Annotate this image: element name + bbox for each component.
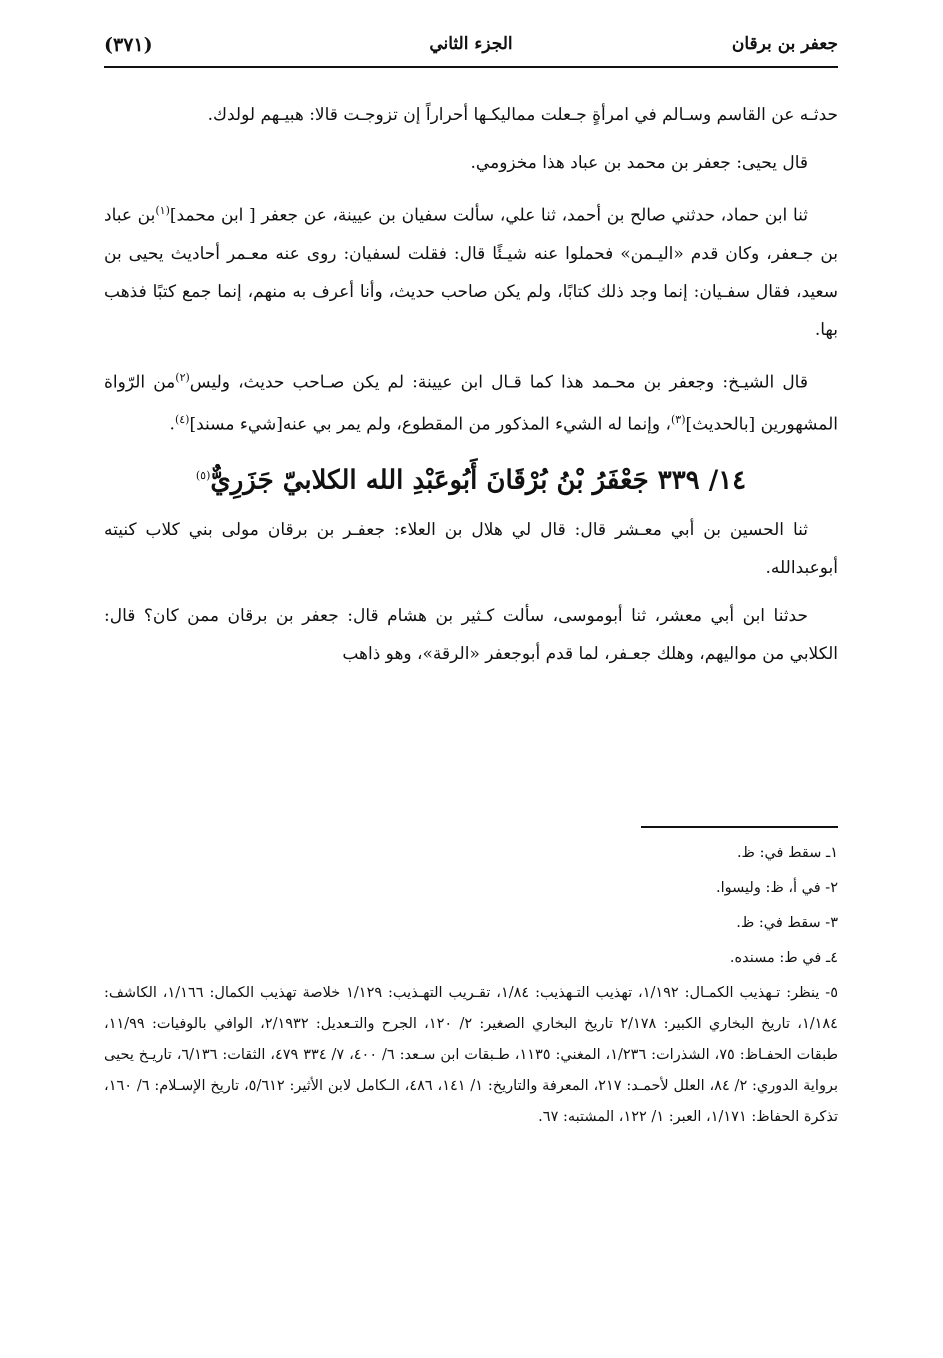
paragraph-3-text-a: ثنا ابن حماد، حدثني صالح بن أحمد، ثنا علي، سألت سفيان بن عيينة، عن جعفر [ ابن محمد] <box>169 205 808 226</box>
paragraph-4-text-c: ، وإنما له الشيء المذكور من المقطوع، ولم يمر بي عنه[شيء مسند] <box>189 414 671 435</box>
entry-title: ١٤/ ٣٣٩ جَعْفَرُ بْنُ بُرْقَانَ أَبُوعَبْدِ الله الكلابيّ جَزَرِيٌّ <box>210 465 747 496</box>
entry-heading <box>104 454 838 503</box>
paragraph-2: قال يحيى: جعفر بن محمد بن عباد هذا مخزومي. <box>470 153 808 173</box>
footnote-ref-2: (٢) <box>175 370 190 384</box>
page-header <box>104 26 838 68</box>
paragraph-4-text-b: من الرّواة المشهورين [بالحديث] <box>104 372 838 435</box>
paragraph-4-text-a: قال الشيـخ: وجعفر بن محـمد هذا كما قـال ابن عيينة: لم يكن صـاحب حديث، وليس <box>189 372 808 393</box>
volume-label: الجزء الثاني <box>429 34 513 54</box>
footnote-3: ٣- سقط في: ظ. <box>736 915 838 931</box>
footnote-separator <box>641 826 838 828</box>
footnote-2: ٢- في أ، ظ: وليسوا. <box>715 880 838 896</box>
footnote-1: ١ـ سقط في: ظ. <box>736 845 838 861</box>
page-number: (٣٧١) <box>104 34 153 56</box>
footnote-ref-1: (١) <box>155 204 170 217</box>
main-text <box>104 96 838 683</box>
paragraph-4 <box>104 359 838 444</box>
paragraph-4-text-d: . <box>169 414 175 435</box>
footnote-ref-3: (٣) <box>671 413 686 427</box>
footnote-4: ٤ـ في ط: مسنده. <box>729 950 838 966</box>
footnote-ref-4: (٤) <box>174 413 190 427</box>
paragraph-6: حدثنا ابن أبي معشر، ثنا أبوموسى، سألت كـثير بن هشام قال: جعفر بن برقان ممن كان؟ قال: الكلابي من مواليهم، وهلك جعـفر، لما قدم أبوجعفر «الرقة»، وهو ذاهب <box>104 605 838 664</box>
footnote-ref-5: (٥) <box>195 468 211 482</box>
paragraph-5: ثنا الحسين بن أبي معـشر قال: قال لي هلال بن العلاء: جعفـر بن برقان مولى بني كلاب كنيته أبوعبدالله. <box>104 519 838 578</box>
footnote-5: ٥- ينظر: تـهذيب الكمـال: ١/١٩٢، تهذيب التـهذيب: ١/٨٤، تقـريب التهـذيب: ١/١٢٩ خلاصة تهذيب الكمال: ١/١٦٦، الكاشف: ١/١٨٤، تاريخ البخاري الكبير: ٢/١٧٨ تاريخ البخاري الصغير: ٢/ ١٢٠، الجرح والتـعديل: ٢/١٩٣٢، الوافي بالوفيات: ١١/٩٩، طبقات الحفـاظ: ٧٥، الشذرات: ١/٢٣٦، المغني: ١١٣٥، طـبقات ابن سـعد: ٦/ ٤٠٠، ٧/ ٣٣٤ ٤٧٩، الثقات: ٦/١٣٦، تاريـخ يحيى برواية الدوري: ٢/ ٨٤، العلل لأحمـد: ٢١٧، المعرفة والتاريخ: ١/ ١٤١، ٤٨٦، الـكامل لابن الأثير: ٥/٦١٢، تاريخ الإسـلام: ٦/ ١٦٠، تذكرة الحفاظ: ١/١٧١، العبر: ١/ ١٢٢، المشتبه: ٦٧. <box>104 985 839 1125</box>
footnotes <box>104 838 838 1133</box>
paragraph-3-text-b: بن عباد بن جـعفر، وكان قدم «اليـمن» فحملوا عنه شيـئًا قال: فقلت لسفيان: روى عنه معـمر أحاديث يحيى بن سعيد، فقال سفـيان: إنما وجد ذلك كتابًا، ولم يكن صاحب حديث، وأنا أعرف به منهم، إنما جمع كتبًا فذهب بها. <box>104 205 838 340</box>
paragraph-3 <box>104 192 838 349</box>
paragraph-1: حدثـه عن القاسم وسـالم في امرأةٍ جـعلت مماليكـها أحراراً إن تزوجـت قالا: هبيـهم لولدك. <box>207 105 838 125</box>
running-title: جعفر بن برقان <box>731 34 838 54</box>
